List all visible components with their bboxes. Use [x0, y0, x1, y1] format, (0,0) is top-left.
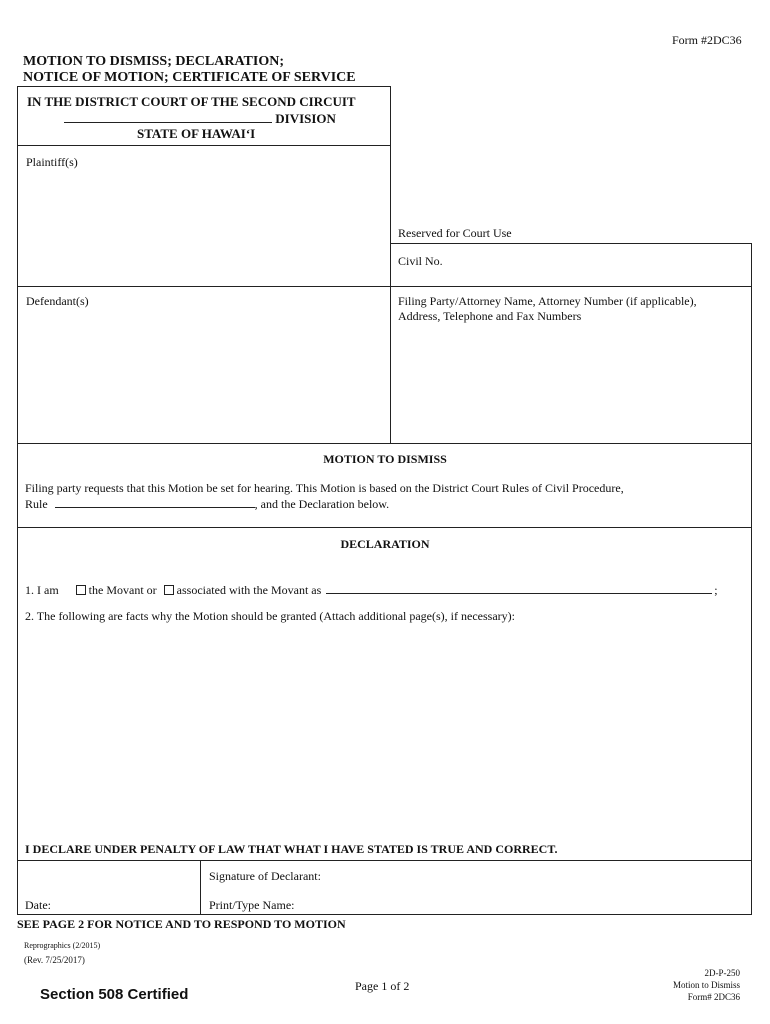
facts-field[interactable]: [19, 628, 749, 833]
court-name: IN THE DISTRICT COURT OF THE SECOND CIRCUIT: [27, 94, 356, 109]
caption-right-border: [390, 86, 391, 443]
facts-label: 2. The following are facts why the Motion should be granted (Attach additional page(s), if necessary):: [25, 609, 515, 623]
form-code-block: [673, 967, 740, 1003]
reserved-court-use-label: Reserved for Court Use: [398, 226, 512, 240]
court-header-border: [17, 145, 391, 146]
page-number: Page 1 of 2: [355, 979, 410, 993]
date-label: Date:: [25, 898, 51, 912]
left-border: [17, 86, 18, 915]
form-title-line1: MOTION TO DISMISS; DECLARATION;: [23, 54, 284, 69]
signature-label: Signature of Declarant:: [209, 869, 321, 883]
defendant-field[interactable]: [19, 310, 388, 440]
section-508-label: Section 508 Certified: [40, 986, 189, 1003]
civil-no-field[interactable]: [460, 250, 745, 280]
item1-prefix: 1. I am: [25, 583, 59, 597]
associated-checkbox[interactable]: [164, 585, 174, 595]
associated-option-label: associated with the Movant as: [176, 583, 322, 597]
print-name-field[interactable]: [302, 892, 746, 912]
plaintiff-label: Plaintiff(s): [26, 155, 78, 169]
court-state: STATE OF HAWAI‘I: [137, 126, 256, 141]
motion-top-border: [17, 443, 752, 444]
association-blank[interactable]: [326, 581, 712, 594]
form-name: Motion to Dismiss: [672, 980, 740, 990]
print-name-label: Print/Type Name:: [209, 898, 295, 912]
penalty-bottom-border: [17, 860, 752, 861]
declaration-heading: DECLARATION: [340, 537, 430, 551]
date-field[interactable]: [60, 892, 196, 912]
right-border: [751, 243, 752, 915]
signature-divider: [200, 860, 201, 915]
motion-text-suffix: , and the Declaration below.: [254, 497, 390, 511]
plaintiff-field[interactable]: [19, 170, 388, 284]
court-division-row: [64, 110, 336, 127]
division-blank[interactable]: [64, 110, 272, 123]
movant-checkbox[interactable]: [76, 585, 86, 595]
form-id: Form# 2DC36: [687, 992, 740, 1002]
rule-row: [25, 495, 389, 512]
division-label: DIVISION: [275, 111, 336, 126]
filing-party-label-1: Filing Party/Attorney Name, Attorney Number (if applicable),: [398, 294, 697, 308]
declaration-top-border: [17, 527, 752, 528]
form-bottom-border: [17, 914, 752, 915]
penalty-statement: I DECLARE UNDER PENALTY OF LAW THAT WHAT I HAVE STATED IS TRUE AND CORRECT.: [25, 842, 558, 856]
caption-top-border: [17, 86, 391, 87]
item1-suffix: ;: [714, 583, 718, 597]
form-code: 2D-P-250: [704, 968, 740, 978]
rule-label: Rule: [25, 497, 48, 511]
filing-party-field[interactable]: [394, 326, 748, 440]
revision-note: (Rev. 7/25/2017): [24, 955, 85, 965]
motion-text: Filing party requests that this Motion be set for hearing. This Motion is based on the District Court Rules of Civil Procedure,: [25, 481, 624, 495]
form-title-line2: NOTICE OF MOTION; CERTIFICATE OF SERVICE: [23, 70, 356, 85]
civil-no-label: Civil No.: [398, 254, 443, 268]
reserved-bottom-border: [391, 243, 752, 244]
defendant-label: Defendant(s): [26, 294, 89, 308]
form-number: Form #2DC36: [672, 33, 742, 47]
filing-party-label-2: Address, Telephone and Fax Numbers: [398, 309, 582, 323]
signature-field[interactable]: [330, 864, 746, 886]
movant-option-label: the Movant or: [88, 583, 157, 597]
reprographics-note: Reprographics (2/2015): [24, 941, 101, 950]
declarant-role-row: [25, 581, 718, 598]
motion-heading: MOTION TO DISMISS: [323, 452, 447, 466]
rule-blank[interactable]: [55, 495, 255, 508]
parties-divider: [17, 286, 752, 287]
see-page-2-notice: SEE PAGE 2 FOR NOTICE AND TO RESPOND TO MOTION: [17, 917, 346, 931]
